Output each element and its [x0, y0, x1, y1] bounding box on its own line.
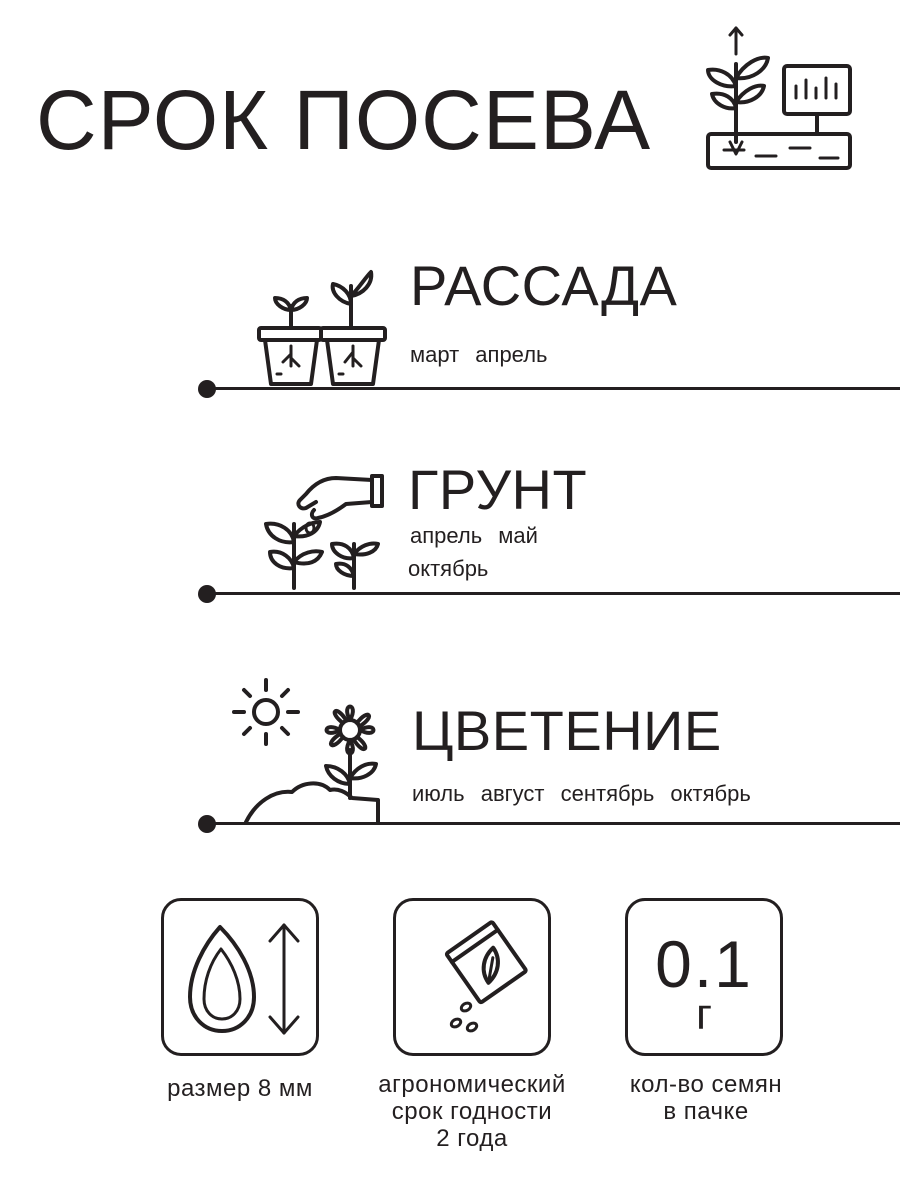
quantity-box [625, 898, 783, 1056]
seedling-monitor-icon [700, 24, 860, 174]
section-months-seedlings: март апрель [410, 342, 548, 367]
section-title-seedlings: РАССАДА [410, 254, 678, 317]
timeline-line-seedlings [205, 387, 900, 390]
section-months-bloom: июль август сентябрь октябрь [412, 781, 751, 806]
section-title-ground: ГРУНТ [408, 458, 588, 521]
section-months-ground-line1: апрель май [410, 523, 538, 548]
shelf-life-caption-line2: срок годности [391, 1097, 553, 1125]
seed-size-box [161, 898, 319, 1056]
timeline-line-bloom [205, 822, 900, 825]
section-months-ground-line2: октябрь [408, 556, 489, 581]
size-caption: размер 8 мм [167, 1075, 313, 1102]
quantity-caption [596, 1072, 816, 1126]
shelf-life-box [393, 898, 551, 1056]
quantity-unit: г [695, 990, 713, 1039]
seed-packet-icon [396, 901, 548, 1053]
quantity-caption-line2: в пачке [663, 1097, 749, 1125]
seed-size-icon [164, 901, 316, 1053]
sun-flower-icon [228, 674, 388, 826]
seedling-pots-icon [255, 266, 395, 390]
shelf-life-caption-line1: агрономический [378, 1071, 566, 1098]
section-title-bloom: ЦВЕТЕНИЕ [412, 699, 722, 762]
quantity-caption-line1: кол-во семян [629, 1071, 783, 1098]
hand-planting-icon [258, 466, 388, 592]
shelf-life-caption-line3: 2 года [436, 1124, 508, 1152]
shelf-life-caption [352, 1072, 592, 1153]
quantity-value: 0.1 [655, 927, 753, 1001]
page-title: СРОК ПОСЕВА [36, 73, 652, 167]
timeline-line-ground [205, 592, 900, 595]
